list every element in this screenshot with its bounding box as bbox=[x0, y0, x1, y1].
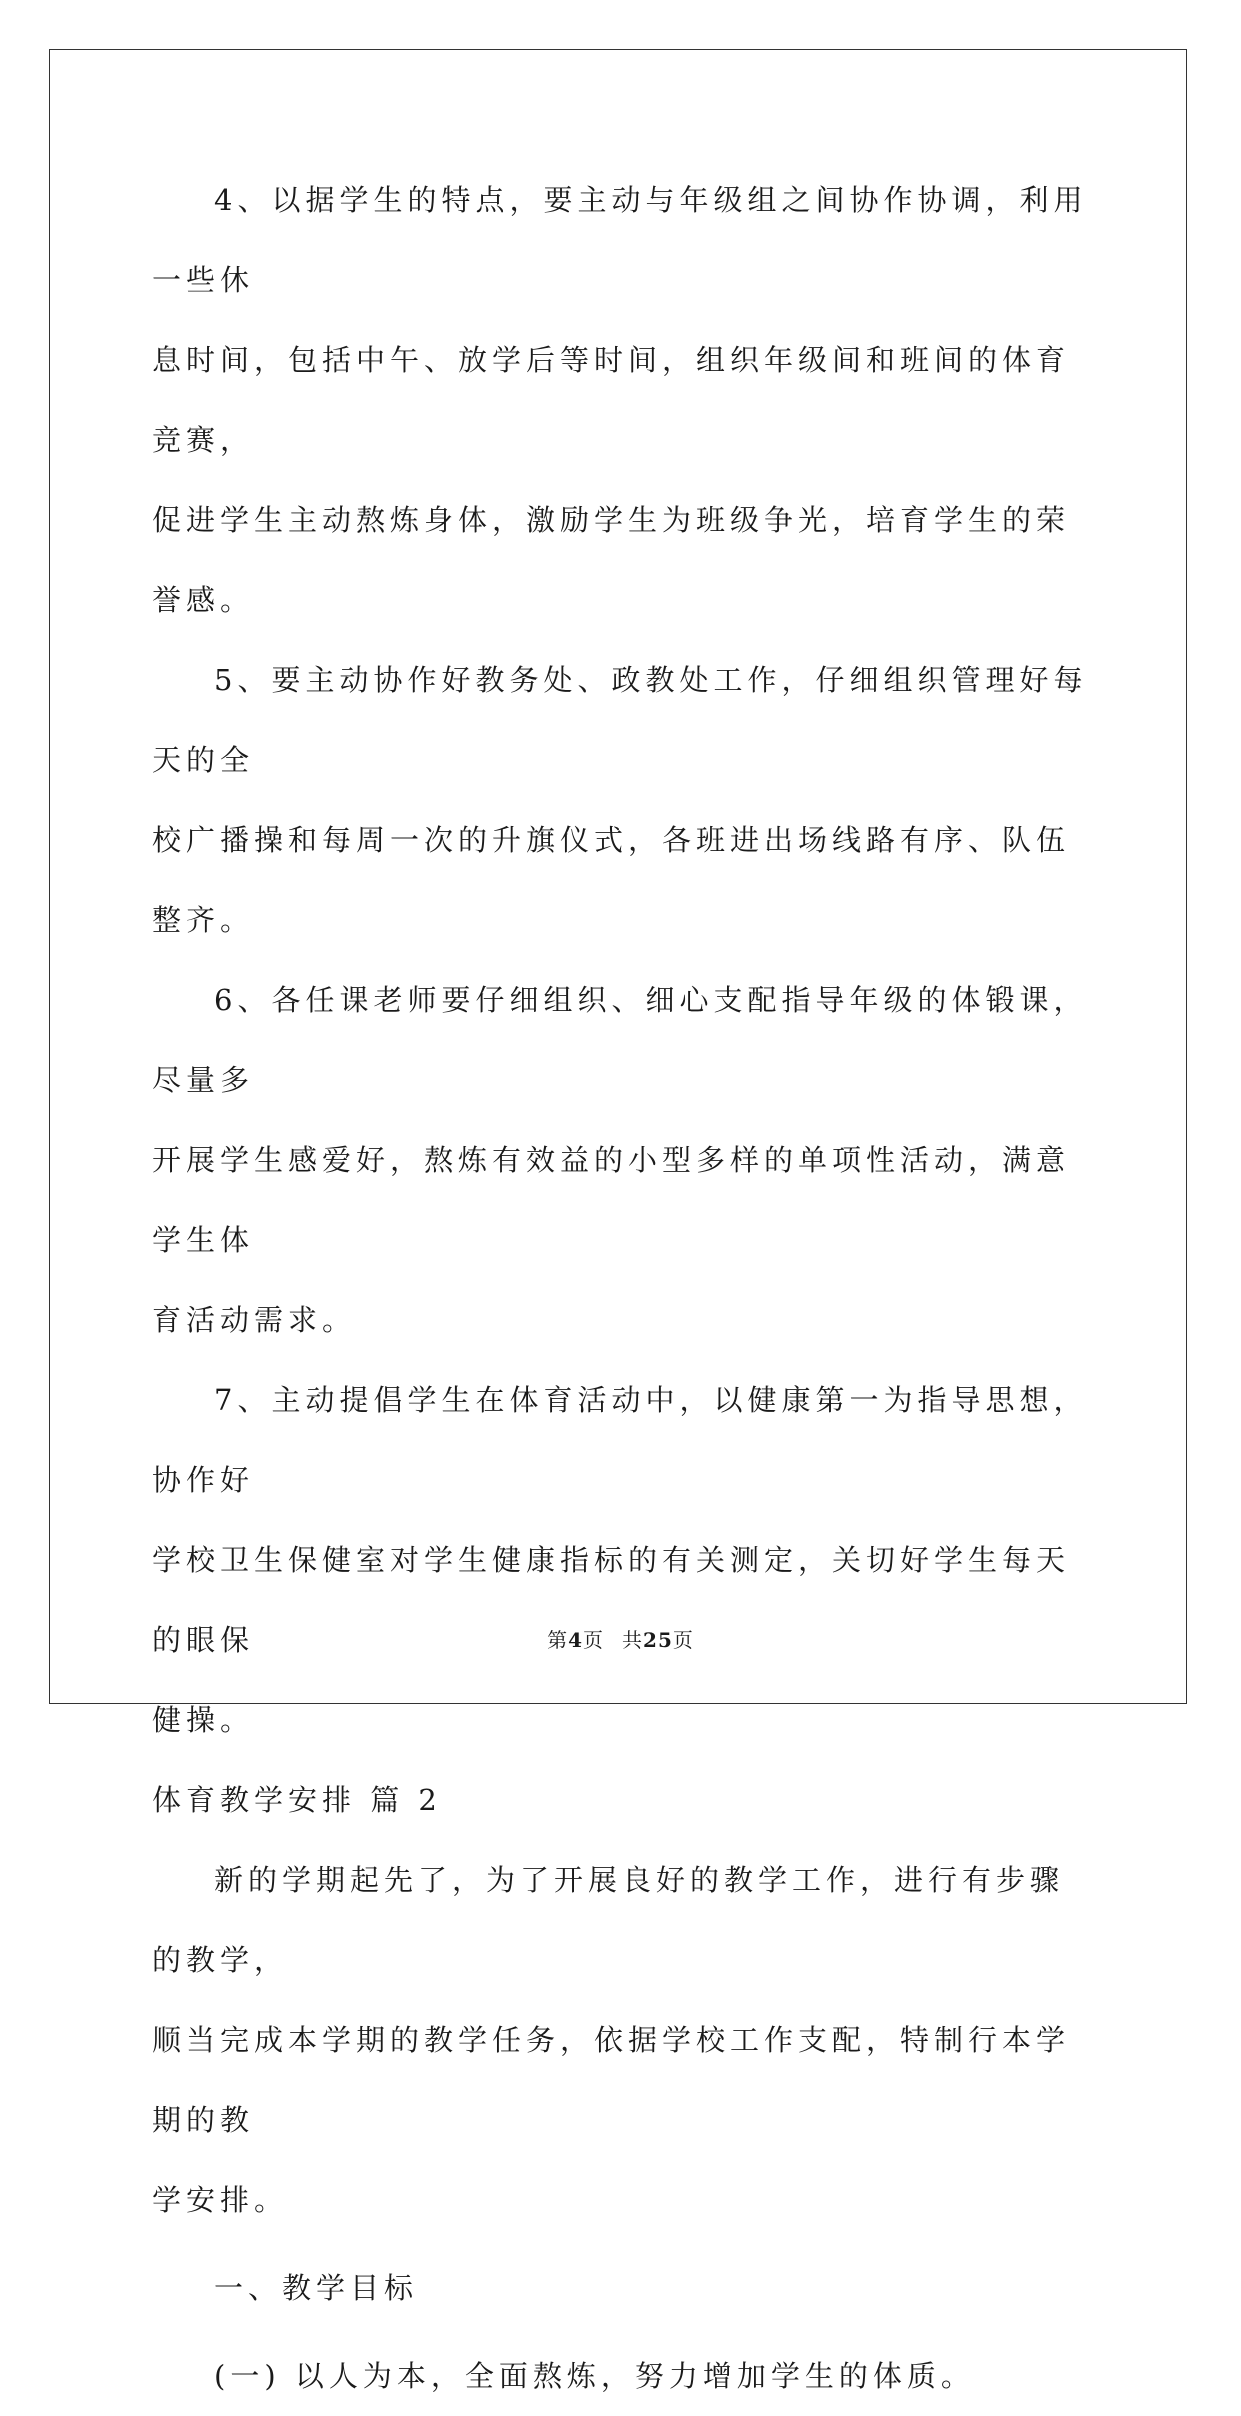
paragraph-line: 息时间，包括中午、放学后等时间，组织年级间和班间的体育竞赛， bbox=[152, 343, 1071, 457]
paragraph-line: 校广播操和每周一次的升旗仪式，各班进出场线路有序、队伍整齐。 bbox=[152, 823, 1071, 937]
intro-paragraph bbox=[152, 1840, 1092, 2240]
paragraph-line: 促进学生主动熬炼身体，激励学生为班级争光，培育学生的荣誉感。 bbox=[152, 503, 1071, 617]
paragraph-line: 健操。 bbox=[152, 1703, 255, 1737]
document-body bbox=[152, 160, 1092, 2416]
paragraph-4 bbox=[152, 160, 1092, 640]
paragraph-line: 新的学期起先了，为了开展良好的教学工作，进行有步骤的教学， bbox=[152, 1863, 1065, 1977]
footer-total-prefix: 共 bbox=[622, 1628, 644, 1652]
paragraph-6 bbox=[152, 960, 1092, 1360]
page-footer bbox=[0, 1624, 1241, 1653]
current-page-number: 4 bbox=[568, 1628, 584, 1652]
paragraph-line: 育活动需求。 bbox=[152, 1303, 357, 1337]
paragraph-line: 6、各任课老师要仔细组织、细心支配指导年级的体锻课，尽量多 bbox=[152, 983, 1088, 1097]
paragraph-line: 4、以据学生的特点，要主动与年级组之间协作协调，利用一些休 bbox=[152, 183, 1088, 297]
paragraph-line: 开展学生感爱好，熬炼有效益的小型多样的单项性活动，满意学生体 bbox=[152, 1143, 1071, 1257]
section-heading: 体育教学安排 篇 2 bbox=[152, 1783, 442, 1817]
paragraph-line: 学安排。 bbox=[152, 2183, 289, 2217]
footer-prefix: 第 bbox=[547, 1628, 569, 1652]
paragraph-7 bbox=[152, 1360, 1092, 1760]
paragraph-5 bbox=[152, 640, 1092, 960]
footer-total-suffix: 页 bbox=[672, 1628, 694, 1652]
paragraph-line: 7、主动提倡学生在体育活动中，以健康第一为指导思想，协作好 bbox=[152, 1383, 1088, 1497]
total-page-count: 25 bbox=[643, 1628, 673, 1652]
goal-item-1: (一) 以人为本，全面熬炼，努力增加学生的体质。 bbox=[214, 2359, 975, 2393]
footer-page-suffix: 页 bbox=[583, 1628, 605, 1652]
subheading-teaching-goals: 一、教学目标 bbox=[214, 2271, 419, 2305]
paragraph-line: 顺当完成本学期的教学任务，依据学校工作支配，特制行本学期的教 bbox=[152, 2023, 1071, 2137]
paragraph-line: 学校卫生保健室对学生健康指标的有关测定，关切好学生每天的眼保 bbox=[152, 1543, 1071, 1657]
paragraph-line: 5、要主动协作好教务处、政教处工作，仔细组织管理好每天的全 bbox=[152, 663, 1088, 777]
